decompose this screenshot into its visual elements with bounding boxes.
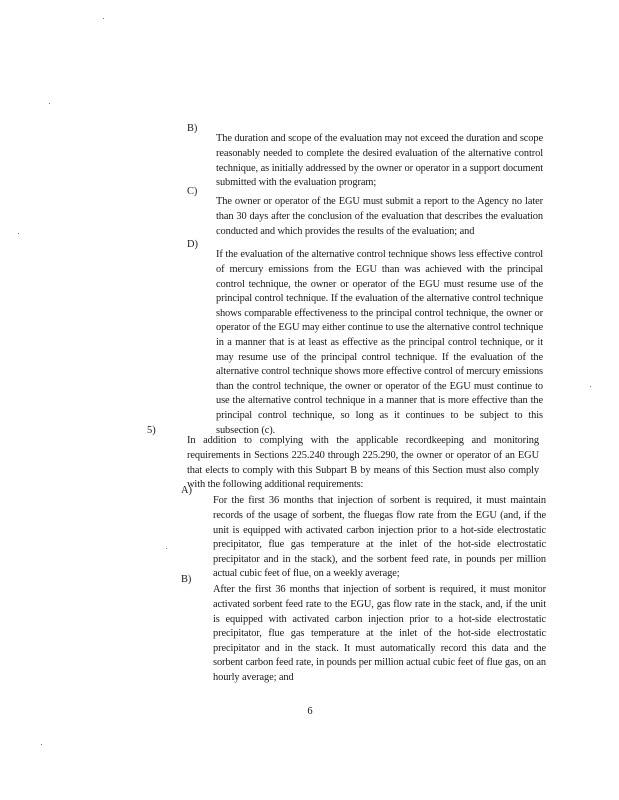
subitem-text: If the evaluation of the alternative control technique shows less effective control of mercury emissions from the EGU than was achieved with the principal control technique, the owner or operator of the EGU must resume use of the principal control technique. If the evaluation of the alternative control technique shows comparable effectiveness to the principal control technique, the owner or operator of the EGU may either continue to use the alternative control technique in a manner that is at least as effective as the principal control technique, or it may resume use of the principal control technique. If the evaluation of the alternative control technique shows more effective control of mercury emissions than the control technique, the owner or operator of the EGU must continue to use the alternative control technique in a manner that is more effective than the principal control technique, so long as it continues to be subject to this subsection (c). (216, 249, 543, 436)
scan-speck (49, 103, 50, 104)
section-marker: 5) (147, 425, 156, 436)
subitem-marker: B) (181, 574, 192, 585)
scan-speck (590, 386, 591, 387)
scan-speck (18, 233, 19, 234)
subitem-marker: B) (187, 123, 198, 134)
subitem-marker: D) (187, 239, 198, 250)
scan-speck (103, 18, 104, 19)
scan-speck (166, 548, 167, 549)
subitem-text: The owner or operator of the EGU must submit a report to the Agency no later than 30 days after the conclusion of the evaluation that describes the evaluation conducted and which provides the results of the evaluation; and (216, 196, 543, 237)
page-number: 6 (307, 706, 313, 717)
scan-speck (41, 744, 42, 745)
subitem-text: For the first 36 months that injection of sorbent is required, it must maintain records of the usage of sorbent, the fluegas flow rate from the EGU (and, if the unit is equipped with activated carbon injection prior to a hot-side electrostatic precipitator, flue gas temperature at the inlet of the hot-side electrostatic precipitator and in the stack), and the sorbent feed rate, in pounds per million actual cubic feet of flue, on a weekly average; (213, 495, 546, 580)
section-text: In addition to complying with the applicable recordkeeping and monitoring requirements in Sections 225.240 through 225.290, the owner or operator of an EGU that elects to comply with this Subpart B by means of this Section must also comply with the following additional requirements: (187, 435, 539, 491)
subitem-text: After the first 36 months that injection of sorbent is required, it must monitor activated sorbent feed rate to the EGU, gas flow rate in the stack, and, if the unit is equipped with activated carbon injection prior to a hot-side electrostatic precipitator, flue gas temperature at the inlet of the hot-side electrostatic precipitator and in the stack. It must automatically record this data and the sorbent carbon feed rate, in pounds per million actual cubic feet of flue gas, on an hourly average; and (213, 584, 546, 683)
subitem-marker: C) (187, 186, 198, 197)
subitem-text: The duration and scope of the evaluation may not exceed the duration and scope reasonably needed to complete the desired evaluation of the alternative control technique, as initially addressed by the owner or operator in a support document submitted with the evaluation program; (216, 133, 543, 189)
subitem-marker: A) (181, 485, 192, 496)
